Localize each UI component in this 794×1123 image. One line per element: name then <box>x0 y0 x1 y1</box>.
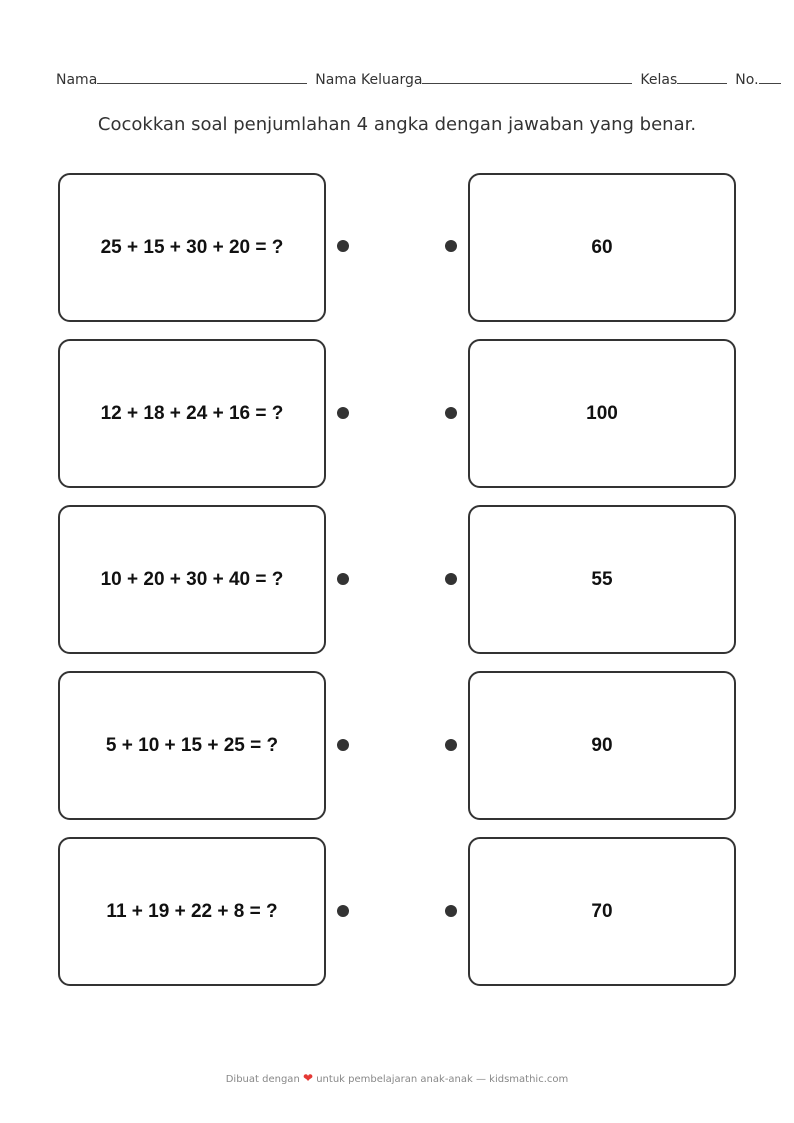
answer-dot-1[interactable] <box>445 240 457 252</box>
heart-icon: ❤ <box>302 1071 314 1085</box>
number-field-line[interactable] <box>759 83 781 84</box>
question-dot-1[interactable] <box>337 240 349 252</box>
question-card-2[interactable]: 12 + 18 + 24 + 16 = ? <box>58 339 326 488</box>
student-info-header <box>56 68 794 88</box>
question-dot-5[interactable] <box>337 905 349 917</box>
answer-dot-5[interactable] <box>445 905 457 917</box>
name-field-line[interactable] <box>97 83 307 84</box>
class-label: Kelas <box>640 72 678 88</box>
footer <box>0 1071 794 1085</box>
question-dot-4[interactable] <box>337 739 349 751</box>
question-dot-3[interactable] <box>337 573 349 585</box>
question-card-1[interactable]: 25 + 15 + 30 + 20 = ? <box>58 173 326 322</box>
footer-text-after: untuk pembelajaran anak-anak — kidsmathic.com <box>316 1074 569 1085</box>
question-card-3[interactable]: 10 + 20 + 30 + 40 = ? <box>58 505 326 654</box>
answer-dot-2[interactable] <box>445 407 457 419</box>
name-label: Nama <box>56 72 98 88</box>
footer-text-before: Dibuat dengan <box>225 1074 300 1085</box>
number-label: No. <box>735 72 759 88</box>
question-card-5[interactable]: 11 + 19 + 22 + 8 = ? <box>58 837 326 986</box>
answer-card-5[interactable]: 70 <box>468 837 736 986</box>
instruction-text: Cocokkan soal penjumlahan 4 angka dengan jawaban yang benar. <box>97 114 697 135</box>
answer-dot-4[interactable] <box>445 739 457 751</box>
answer-card-3[interactable]: 55 <box>468 505 736 654</box>
class-field-line[interactable] <box>677 83 727 84</box>
answer-card-2[interactable]: 100 <box>468 339 736 488</box>
answer-dot-3[interactable] <box>445 573 457 585</box>
family-name-label: Nama Keluarga <box>315 72 423 88</box>
family-name-field-line[interactable] <box>422 83 632 84</box>
answer-card-1[interactable]: 60 <box>468 173 736 322</box>
question-dot-2[interactable] <box>337 407 349 419</box>
question-card-4[interactable]: 5 + 10 + 15 + 25 = ? <box>58 671 326 820</box>
answer-card-4[interactable]: 90 <box>468 671 736 820</box>
